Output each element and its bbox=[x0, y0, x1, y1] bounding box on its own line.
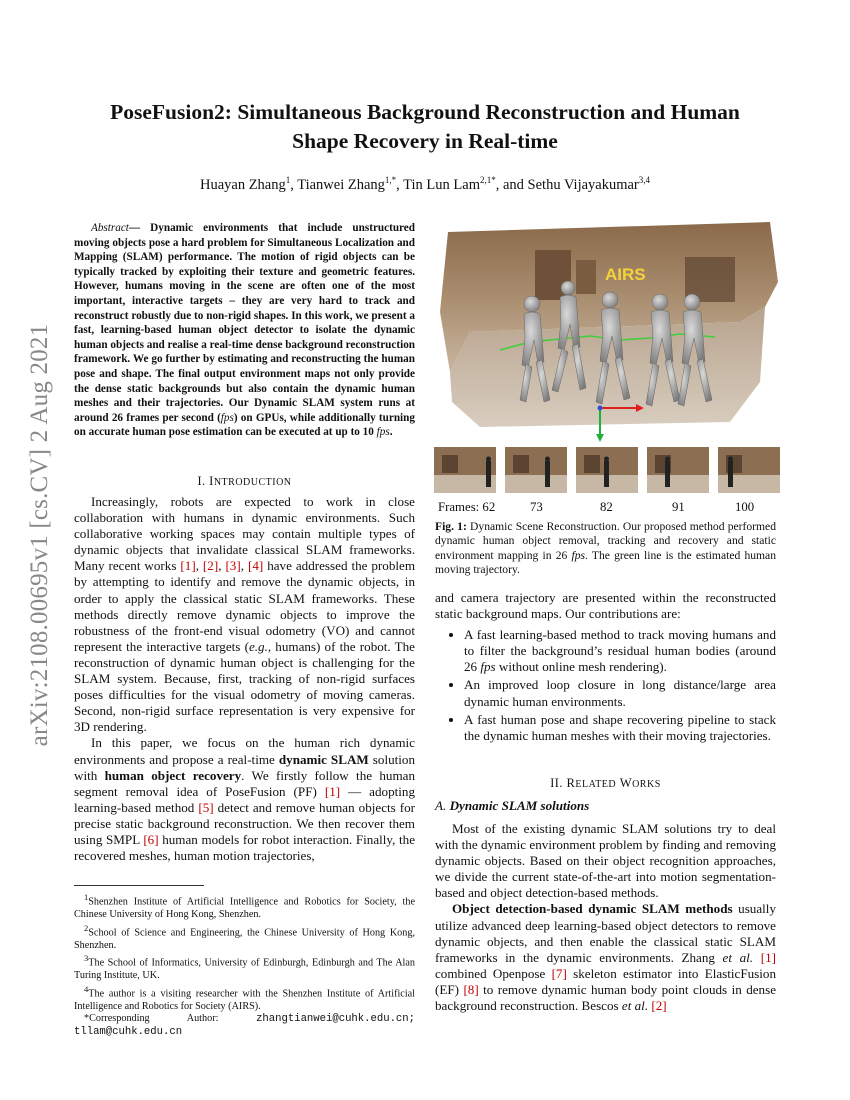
author-conjunction: and bbox=[502, 176, 524, 193]
list-item: • An improved loop closure in long distance/large area dynamic human environments. bbox=[464, 677, 776, 709]
title-line-2: Shape Recovery in Real-time bbox=[292, 129, 558, 153]
author-affiliation: 2,1* bbox=[479, 175, 496, 185]
footnotes bbox=[74, 891, 415, 1039]
frame-thumbnail bbox=[576, 447, 638, 493]
text-run: to remove dynamic human body point clouds in dense background reconstruction. Bescos bbox=[435, 981, 777, 1014]
frame-number: 100 bbox=[735, 500, 755, 514]
paragraph bbox=[74, 735, 415, 864]
text-run: solution with bbox=[74, 751, 415, 783]
author-affiliation: 3,4 bbox=[638, 175, 651, 185]
figure-reconstruction-image bbox=[440, 222, 780, 444]
email-link[interactable]: tllam@cuhk.edu.cn bbox=[74, 1025, 183, 1038]
abstract-fps: fps bbox=[376, 426, 390, 439]
emphasis: dynamic SLAM bbox=[278, 751, 369, 767]
list-item: • A fast human pose and shape recovering pipeline to stack the dynamic human meshes with their moving trajectories. bbox=[464, 712, 776, 744]
text-run: et al. bbox=[722, 949, 754, 965]
footnote bbox=[74, 1026, 415, 1039]
footnote-text: The School of Informatics, University of Edinburgh, Edinburgh and The Alan Turing Institute, UK. bbox=[74, 957, 415, 982]
author-name: Sethu Vijayakumar bbox=[527, 176, 639, 193]
footnote bbox=[74, 952, 415, 983]
author-affiliation: 1 bbox=[285, 175, 291, 185]
frame-thumbnail bbox=[718, 447, 780, 493]
section-title-initial: W bbox=[619, 776, 633, 790]
text-run: detect and remove human objects for precise static background reconstruction. We then recover them using SMPL bbox=[74, 799, 415, 847]
author-name: Tianwei Zhang bbox=[297, 176, 385, 193]
section-title-rest: ELATED bbox=[575, 779, 617, 790]
footnote-text: School of Science and Engineering, the Chinese University of Hong Kong, Shenzhen. bbox=[74, 926, 415, 951]
caption-text: fps bbox=[571, 548, 586, 562]
text-run: , bbox=[240, 558, 248, 574]
frame-number: 73 bbox=[530, 500, 543, 514]
text-run: Increasingly, robots are expected to work in close collaboration with humans in dynamic environments. Such collaborative working spaces may contain multiple types of dynamic objects that invalidate classical SLAM frameworks. Many recent works bbox=[74, 494, 415, 574]
text-run: without online mesh rendering). bbox=[495, 659, 667, 675]
emphasis: Object detection-based dynamic SLAM methods bbox=[452, 901, 733, 917]
paragraph: Most of the existing dynamic SLAM solutions try to deal with the dynamic environment problem by finding and removing dynamic objects. Based on their object recognition approaches, we divide the current state-of-the-art into motion segmentation-based and object detection-based methods. bbox=[435, 821, 776, 901]
text-run: combined Openpose bbox=[435, 965, 552, 981]
citation-link[interactable]: [1] bbox=[760, 949, 776, 965]
paragraph bbox=[74, 494, 415, 735]
footnote-marker: 1 bbox=[84, 892, 89, 902]
frame-thumbnail bbox=[434, 447, 496, 493]
text-run: skeleton estimator into ElasticFusion (EF) bbox=[435, 965, 776, 997]
frame-number: 91 bbox=[672, 500, 685, 514]
paragraph bbox=[435, 901, 776, 1014]
text-run: , bbox=[218, 558, 226, 574]
section-title-rest: NTRODUCTION bbox=[213, 477, 292, 488]
text-run: have addressed the problem by attempting to identify and remove the dynamic objects, in order to apply the classical static SLAM frameworks. These methods directly remove dynamic objects to improve the robustness of the front-end visual odometry (VO) and cannot represent the interactive targets ( bbox=[74, 558, 416, 654]
abstract bbox=[74, 221, 415, 440]
subsection-heading bbox=[435, 798, 776, 814]
text-run: , bbox=[195, 558, 203, 574]
footnote-marker: 2 bbox=[84, 922, 89, 933]
related-works-body bbox=[435, 821, 776, 1014]
caption-text: Dynamic Scene Reconstruction. Our proposed method performed dynamic human object removal, tracking and recovery and static environment mapping in 26 bbox=[435, 520, 776, 562]
paragraph: and camera trajectory are presented within the reconstructed static background maps. Our contributions are: bbox=[435, 590, 776, 622]
footnote bbox=[74, 983, 415, 1014]
title-line-1: PoseFusion2: Simultaneous Background Reconstruction and Human bbox=[110, 100, 740, 124]
section-heading-introduction bbox=[74, 474, 415, 489]
emphasis: human object recovery bbox=[104, 767, 242, 783]
figure-caption bbox=[435, 520, 776, 577]
right-column-body bbox=[435, 590, 776, 746]
footnote bbox=[74, 891, 415, 922]
section-title-rest: ORKS bbox=[632, 779, 661, 790]
text-run: . We firstly follow the human segment removal idea of PoseFusion (PF) bbox=[74, 767, 415, 799]
footnote-marker: 3 bbox=[84, 953, 89, 964]
frame-thumbnail bbox=[505, 447, 567, 493]
footnote bbox=[74, 1013, 415, 1026]
frame-thumbnail bbox=[647, 447, 709, 493]
text-run: A fast learning-based method to track moving humans and to filter the background’s residual human bodies (around 26 bbox=[464, 627, 776, 675]
section-title-initial: I bbox=[209, 474, 214, 488]
text-run bbox=[753, 950, 761, 965]
citation-link[interactable]: [4] bbox=[247, 558, 264, 574]
abstract-text: — Dynamic environments that include unstructured moving objects pose a hard problem for Simultaneous Localization and Mapping (SLAM) performance. The motion of rigid objects can be typically tracked by exploiting their texture and geometric features. However, humans moving in the scene are often one of the most important, interactive targets – they are very hard to track and reconstruct robustly due to non-rigid shapes. In this work, we present a fast, learning-based human object detector to isolate the dynamic human objects and realise a real-time dense background reconstruction framework. We go further by estimating and reconstructing the human pose and shape. The final output environment maps not only provide the dense static backgrounds but also contain the dynamic human meshes and their trajectories. Our Dynamic SLAM system runs at around 26 frames per second ( bbox=[74, 222, 416, 424]
author-affiliation: 1,* bbox=[384, 175, 397, 185]
contributions-list bbox=[435, 627, 776, 744]
author-name: Tin Lun Lam bbox=[403, 176, 480, 193]
abstract-text: ) on GPUs, while additionally turning on accurate human pose estimation can be executed at up to 10 bbox=[74, 411, 415, 439]
text-run: fps bbox=[480, 659, 496, 675]
frame-number: 82 bbox=[600, 500, 613, 514]
email-link[interactable]: zhangtianwei@cuhk.edu.cn; bbox=[256, 1013, 415, 1026]
subsection-title: Dynamic SLAM solutions bbox=[449, 798, 590, 813]
section-title-initial: R bbox=[566, 776, 576, 790]
author-name: Huayan Zhang bbox=[199, 176, 286, 193]
footnote-marker: 4 bbox=[84, 983, 89, 994]
text-run: e.g. bbox=[248, 638, 268, 654]
arxiv-identifier bbox=[25, 290, 55, 780]
footnote bbox=[74, 922, 415, 953]
citation-link[interactable]: [8] bbox=[463, 981, 479, 997]
abstract-text: . bbox=[389, 426, 393, 439]
citation-link[interactable]: [2] bbox=[651, 998, 667, 1014]
figure-sign-text: AIRS bbox=[605, 265, 646, 284]
paper-title bbox=[70, 98, 780, 156]
citation-link[interactable]: [5] bbox=[198, 799, 214, 815]
section-heading-related-works bbox=[435, 776, 776, 791]
abstract-fps: fps bbox=[220, 411, 234, 424]
frames-label: Frames: 62 bbox=[438, 500, 496, 514]
citation-link[interactable]: [2] bbox=[202, 558, 219, 574]
text-run: et al. bbox=[621, 998, 649, 1014]
caption-text: . The green line is the estimated human moving trajectory. bbox=[435, 548, 776, 576]
abstract-label: Abstract bbox=[91, 222, 129, 234]
frame-thumbnails bbox=[434, 447, 781, 495]
footnote-rule bbox=[74, 885, 204, 886]
text-run: — adopting learning-based method bbox=[74, 783, 415, 815]
text-run: In this paper, we focus on the human rich dynamic environments and propose a real-time bbox=[74, 735, 415, 767]
section-number: II. bbox=[550, 776, 563, 790]
arxiv-identifier-text: arXiv:2108.00695v1 [cs.CV] 2 Aug 2021 bbox=[26, 323, 53, 747]
footnote-text: The author is a visiting researcher with the Shenzhen Institute of Artificial Intelligence and Robotics for Society (AIRS). bbox=[74, 988, 415, 1012]
subsection-number: A. bbox=[435, 798, 447, 813]
caption-label: Fig. 1: bbox=[435, 520, 467, 533]
corresponding-author-label: *Corresponding Author: bbox=[84, 1013, 219, 1025]
citation-link[interactable]: [7] bbox=[551, 965, 567, 981]
text-run: human models for robot interaction. Finally, the recovered meshes, human motion trajectories, bbox=[74, 831, 416, 864]
section-number: I. bbox=[197, 474, 206, 488]
text-run: , humans) of the robot. The reconstruction of dynamic human object is challenging for the SLAM system. Because, first, tracking of non-rigid surfaces poses difficulties for the visual odometry of moving cameras. Second, non-rigid surface representation is very expensive for 3D rendering. bbox=[74, 638, 415, 735]
citation-link[interactable]: [6] bbox=[143, 831, 159, 847]
citation-link[interactable]: [1] bbox=[324, 783, 341, 799]
citation-link[interactable]: [3] bbox=[225, 558, 241, 574]
text-run: usually utilize advanced deep learning-based object detectors to remove dynamic objects, and then enable the classical static SLAM frameworks in the dynamic environments. Zhang bbox=[435, 901, 776, 965]
introduction-body bbox=[74, 494, 415, 864]
citation-link[interactable]: [1] bbox=[180, 558, 196, 574]
footnote-text: Shenzhen Institute of Artificial Intelligence and Robotics for Society, the Chinese University of Hong Kong, Shenzhen. bbox=[74, 896, 415, 920]
list-item bbox=[464, 627, 776, 675]
author-list: Huayan Zhang$^1$, Tianwei Zhang$^{1,*}$, Tin Lun Lam$^{2,1*}$, and Sethu Vijayakumar$^{3,4}$ bbox=[199, 175, 651, 193]
